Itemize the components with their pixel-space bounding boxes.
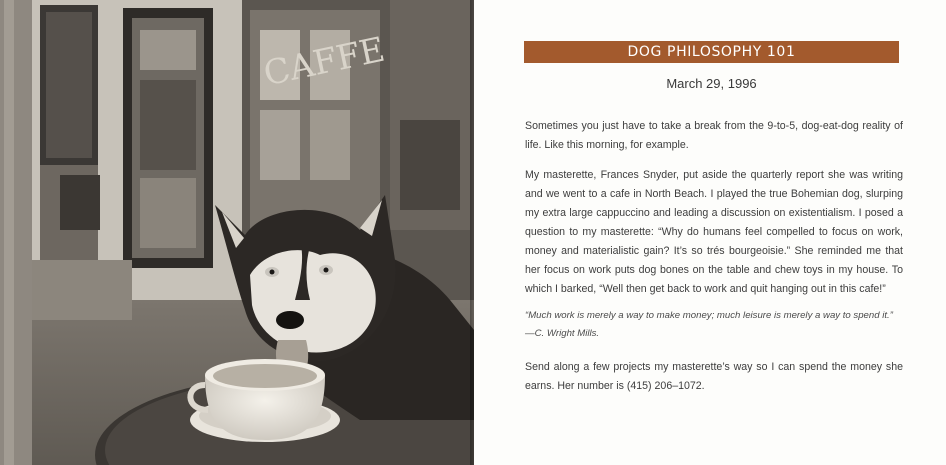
cafe-window-lettering: CAFFE — [260, 29, 389, 95]
title-banner: DOG PHILOSOPHY 101 — [524, 41, 899, 63]
quote-attribution: —C. Wright Mills. — [525, 328, 600, 339]
paragraph-story: My masterette, Frances Snyder, put aside the quarterly report she was writing and we went to a cafe in North Beach. I played the true Bohemian dog, slurping my extra large cappuccino and leading a discussion on existentialism. I posed a question to my masterette: “Why do humans feel compelled to focus on work, money and materialistic gain? It’s so trés bourgeoisie.” She reminded me that her focus on work puts dog bones on the table and chew toys in my house. To which I barked, “Well then get back to work and quit hanging out in this cafe!” — [525, 169, 903, 295]
quote-text: “Much work is merely a way to make money; much leisure is merely a way to spend it.” — [525, 310, 893, 321]
entry-date: March 29, 1996 — [666, 76, 757, 91]
paragraph-intro: Sometimes you just have to take a break from the 9-to-5, dog-eat-dog reality of life. Like this morning, for example. — [525, 120, 903, 151]
paragraph-closing: Send along a few projects my masterette’s way so I can spend the money she earns. Her number is (415) 206–1072. — [525, 361, 903, 392]
husky-nose — [276, 311, 304, 329]
text-page — [474, 0, 946, 465]
quote-block — [525, 307, 903, 343]
